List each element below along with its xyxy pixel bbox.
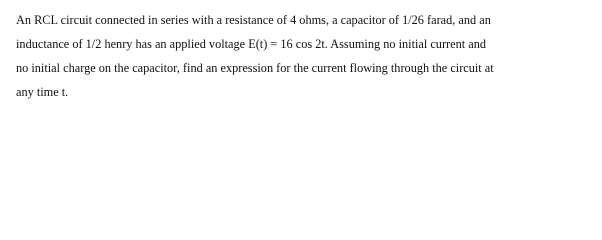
document-page — [0, 0, 602, 112]
problem-statement — [16, 8, 596, 104]
problem-line: inductance of 1/2 henry has an applied voltage E(t) = 16 cos 2t. Assuming no initial current and — [16, 37, 487, 51]
problem-line: any time t. — [16, 85, 69, 99]
problem-line: no initial charge on the capacitor, find an expression for the current flowing through the circuit at — [16, 61, 494, 75]
problem-line: An RCL circuit connected in series with a resistance of 4 ohms, a capacitor of 1/26 farad, and an — [16, 13, 491, 27]
